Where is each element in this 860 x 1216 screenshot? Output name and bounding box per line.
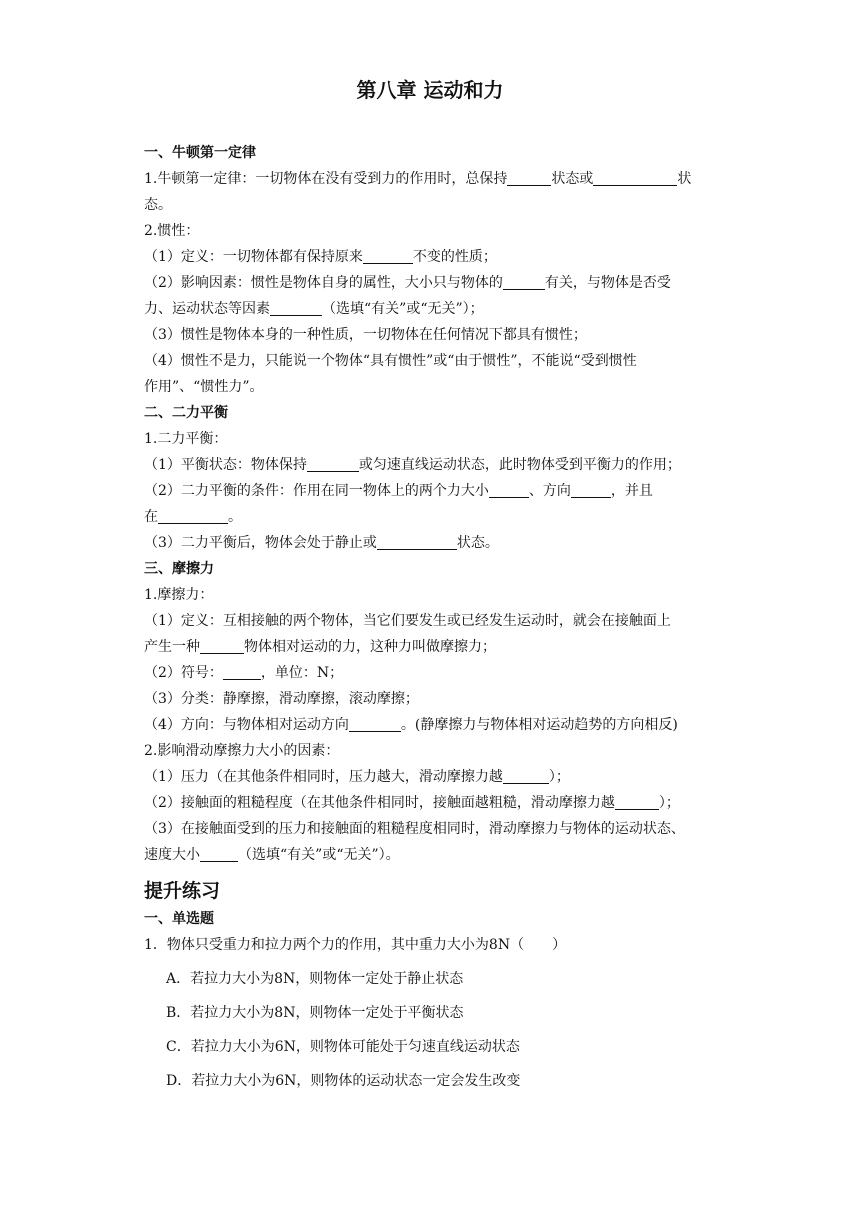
document-body <box>144 140 716 1098</box>
text-line: （1）压力（在其他条件相同时，压力越大，滑动摩擦力越 ）； <box>144 769 570 785</box>
fill-blank[interactable] <box>363 247 413 264</box>
fill-blank[interactable] <box>489 481 529 498</box>
fill-blank[interactable] <box>307 455 359 472</box>
question-1: 1．物体只受重力和拉力两个力的作用，其中重力大小为8N（ ） <box>144 937 567 953</box>
fill-blank[interactable] <box>223 663 261 680</box>
text-line: （2）接触面的粗糙程度（在其他条件相同时，接触面越粗糙，滑动摩擦力越 ）； <box>144 795 680 811</box>
single-choice-heading: 一、单选题 <box>144 911 214 927</box>
fill-blank[interactable] <box>507 169 551 186</box>
fill-blank[interactable] <box>377 533 457 550</box>
text-line: 2.惯性： <box>144 223 200 239</box>
option-d[interactable]: D．若拉力大小为6N，则物体的运动状态一定会发生改变 <box>166 1073 521 1089</box>
text-line: （3）二力平衡后，物体会处于静止或 状态。 <box>144 535 499 551</box>
fill-blank[interactable] <box>270 299 322 316</box>
fill-blank[interactable] <box>615 793 659 810</box>
fill-blank[interactable] <box>200 845 238 862</box>
fill-blank[interactable] <box>158 507 228 524</box>
fill-blank[interactable] <box>571 481 611 498</box>
text-line: （2）符号： ，单位：N； <box>144 665 344 681</box>
chapter-title: 第八章 运动和力 <box>356 78 504 102</box>
question-1-options <box>144 962 716 1098</box>
text-line: （3）分类：静摩擦，滑动摩擦，滚动摩擦； <box>144 691 419 707</box>
text-line: （1）平衡状态：物体保持 或匀速直线运动状态，此时物体受到平衡力的作用； <box>144 457 681 473</box>
fill-blank[interactable] <box>200 637 244 654</box>
fill-blank[interactable] <box>593 169 677 186</box>
fill-blank[interactable] <box>503 767 549 784</box>
section-heading-friction: 三、摩擦力 <box>144 561 214 577</box>
text-line: 2.影响滑动摩擦力大小的因素： <box>144 743 340 759</box>
text-line: 态。 <box>144 197 172 213</box>
text-line: （1）定义：互相接触的两个物体，当它们要发生或已经发生运动时，就会在接触面上 <box>144 613 671 629</box>
option-c[interactable]: C．若拉力大小为6N，则物体可能处于匀速直线运动状态 <box>166 1039 520 1055</box>
option-a[interactable]: A．若拉力大小为8N，则物体一定处于静止状态 <box>166 971 464 987</box>
practice-title: 提升练习 <box>144 880 221 902</box>
text-line: 1.牛顿第一定律：一切物体在没有受到力的作用时，总保持 状态或 状 <box>144 171 692 187</box>
section-heading-balance: 二、二力平衡 <box>144 405 228 421</box>
text-line: 1.摩擦力： <box>144 587 214 603</box>
fill-blank[interactable] <box>503 273 545 290</box>
text-line: （4）方向：与物体相对运动方向 。(静摩擦力与物体相对运动趋势的方向相反) <box>144 717 678 733</box>
section-heading-newton: 一、牛顿第一定律 <box>144 145 256 161</box>
fill-blank[interactable] <box>349 715 401 732</box>
option-b[interactable]: B．若拉力大小为8N，则物体一定处于平衡状态 <box>166 1005 464 1021</box>
text-line: 作用”、“惯性力”。 <box>144 379 264 395</box>
text-line: 1.二力平衡： <box>144 431 228 447</box>
text-line: （2）二力平衡的条件：作用在同一物体上的两个力大小 、方向 ，并且 <box>144 483 653 499</box>
text-line: 速度大小 （选填“有关”或“无关”）。 <box>144 847 400 863</box>
text-line: （3）在接触面受到的压力和接触面的粗糙程度相同时，滑动摩擦力与物体的运动状态、 <box>144 821 685 837</box>
text-line: 在 。 <box>144 509 242 525</box>
text-line: 产生一种 物体相对运动的力，这种力叫做摩擦力； <box>144 639 496 655</box>
text-line: （1）定义：一切物体都有保持原来 不变的性质； <box>144 249 497 265</box>
text-line: （3）惯性是物体本身的一种性质，一切物体在任何情况下都具有惯性； <box>144 327 587 343</box>
text-line: （4）惯性不是力，只能说一个物体“具有惯性”或“由于惯性”，不能说“受到惯性 <box>144 353 637 369</box>
text-line: （2）影响因素：惯性是物体自身的属性，大小只与物体的 有关，与物体是否受 <box>144 275 671 291</box>
text-line: 力、运动状态等因素 （选填“有关”或“无关”）； <box>144 301 484 317</box>
